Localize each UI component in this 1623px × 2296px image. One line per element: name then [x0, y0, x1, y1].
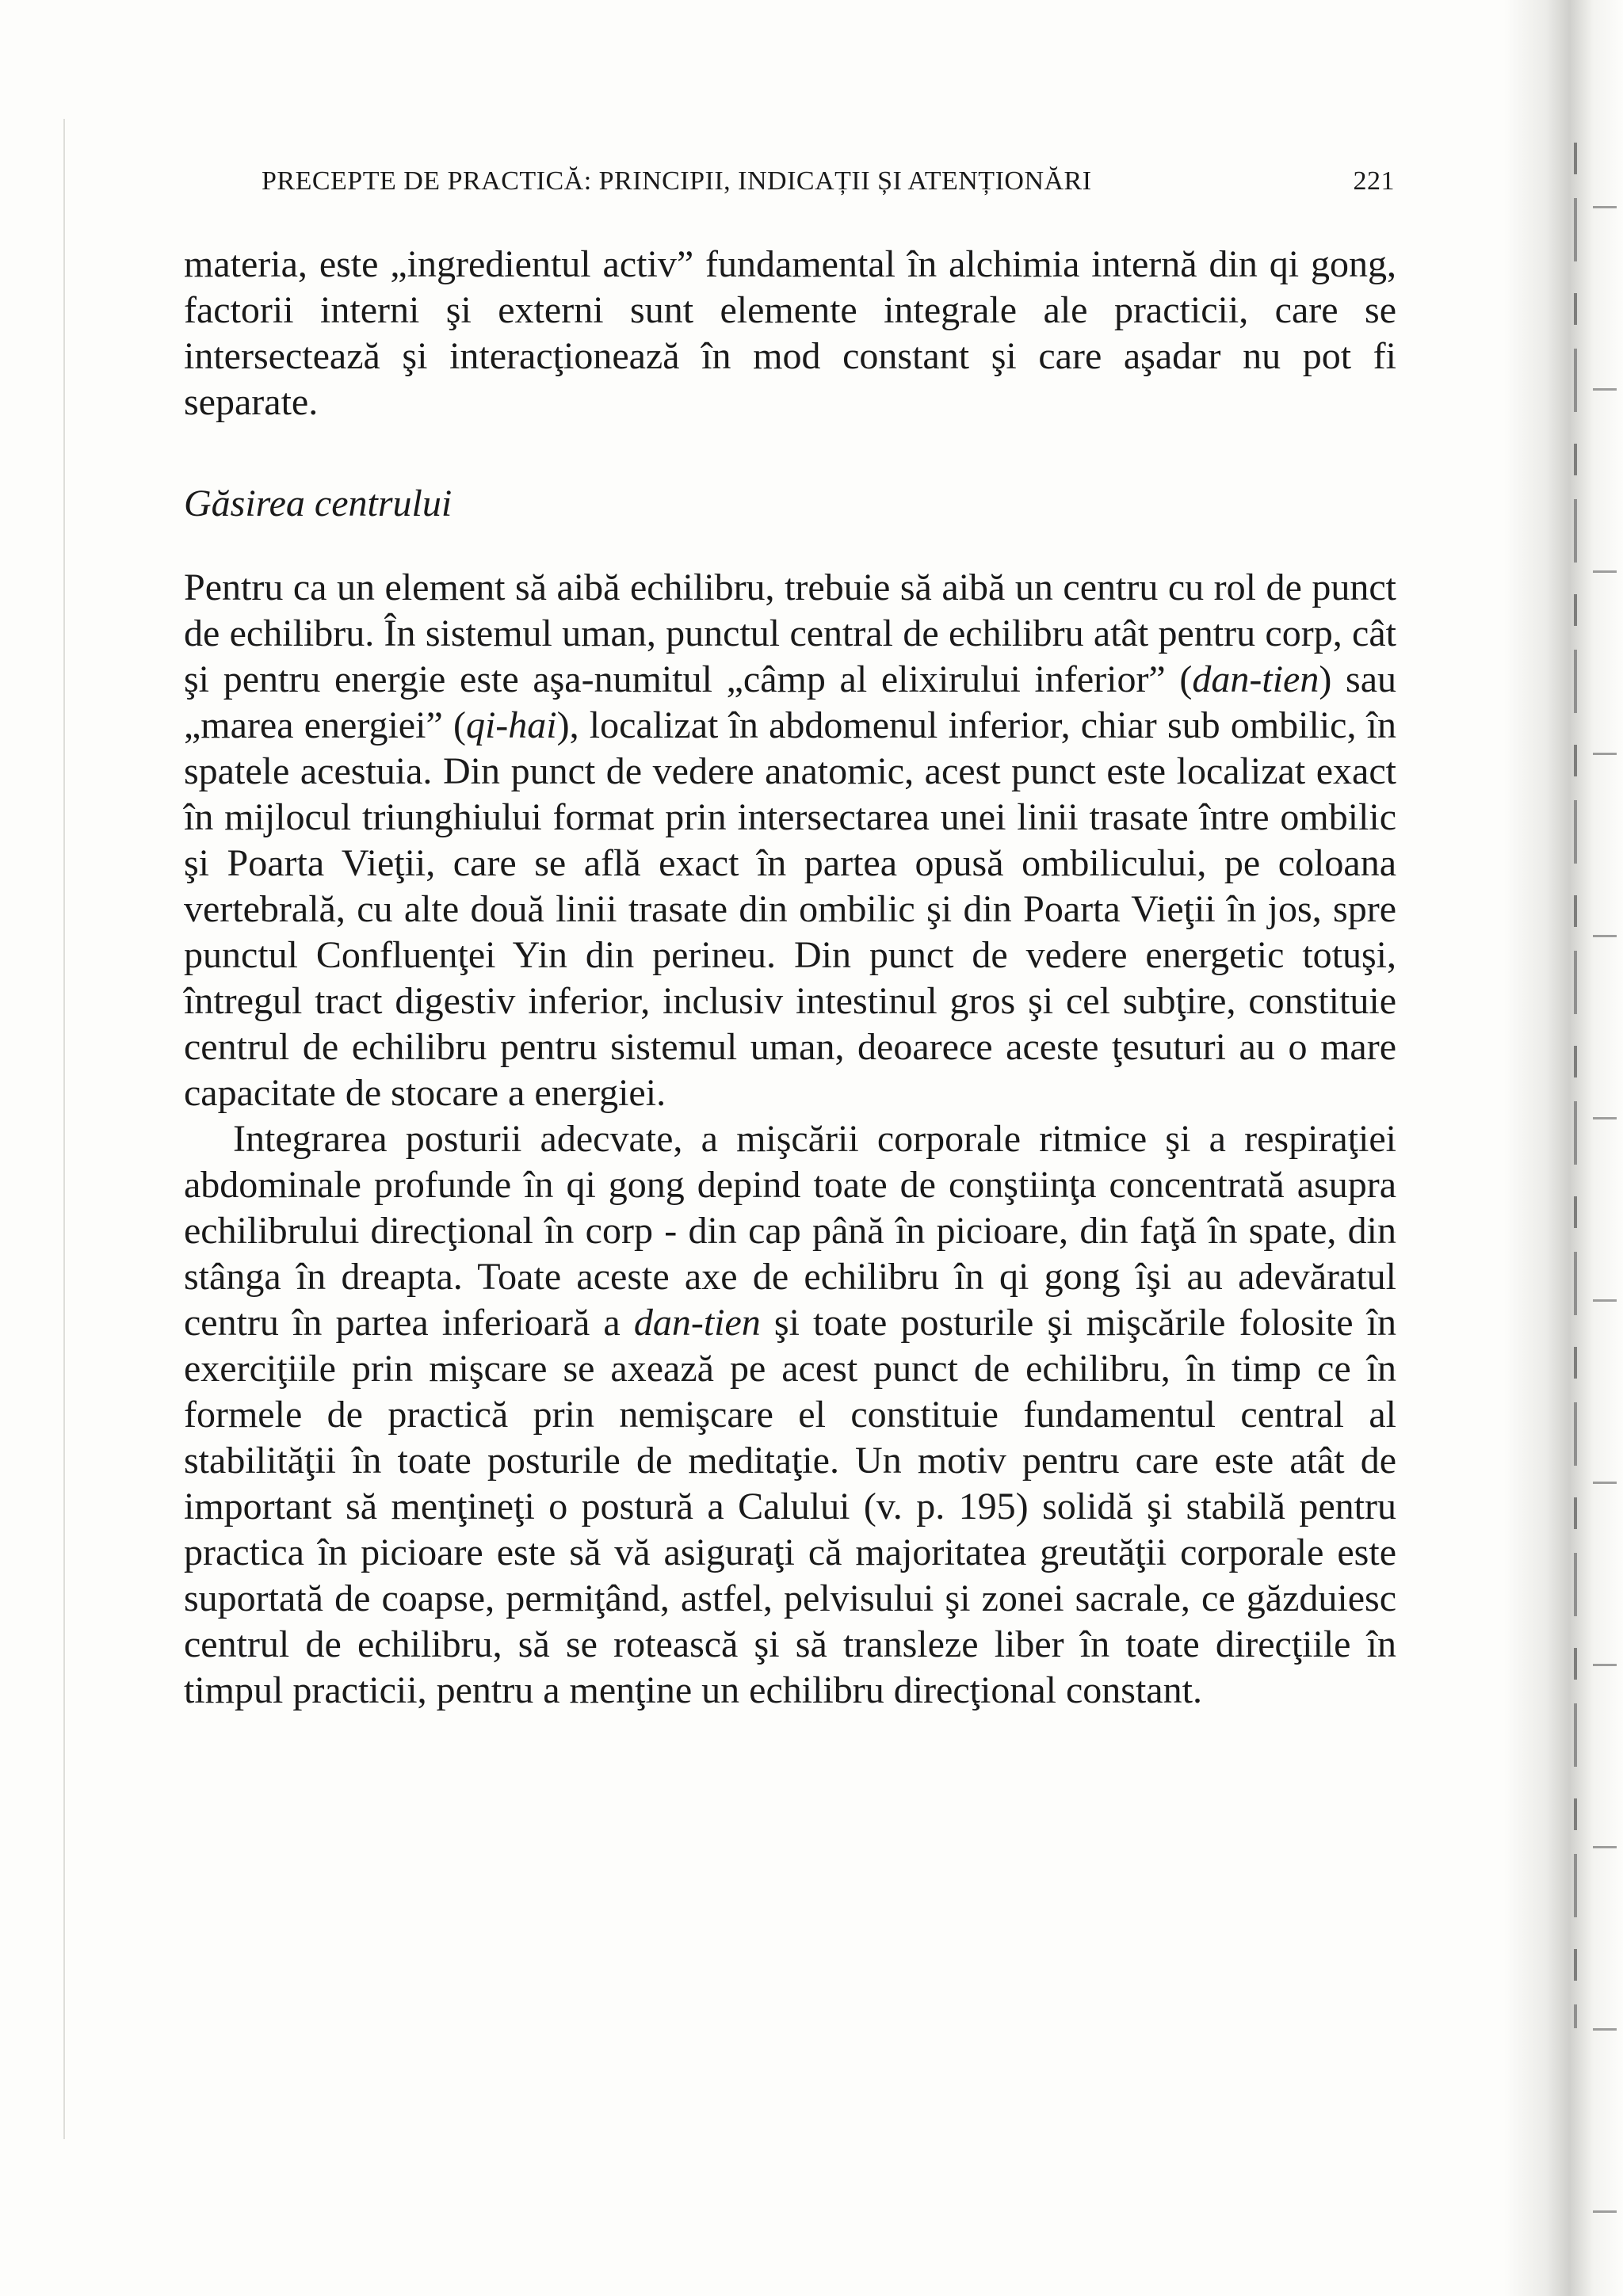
paragraph-center-definition [184, 565, 1396, 1116]
page-body [184, 242, 1396, 1714]
text-run: şi toate posturile şi mişcările folosite în exerciţiile prin mişcare se axează pe acest punct de echilibru, în timp ce în formele de practică prin nemişcare el constituie fundamentul central al stabilităţii în toate posturile de meditaţie. Un motiv pentru care este atât de important să menţineţi o postură a Calului (v. p. 195) solidă şi stabilă pentru practica în picioare este să vă asiguraţi că majoritatea greutăţii corporale este suportată de coapse, permiţând, astfel, pelvisului şi zonei sacrale, ce găzduiesc centrul de echilibru, să se rotească şi să transleze liber în toate direcţiile în timpul practicii, pentru a menţine un echilibru direcţional constant. [184, 1302, 1396, 1711]
text-run: Integrarea posturii adecvate, a mişcării corporale ritmice şi a respiraţiei abdominale profunde în qi gong depind toate de conştiinţa concentrată asupra echilibrului direcţional în corp - din cap până în picioare, din faţă în spate, din stânga în dreapta. Toate aceste axe de echilibru în qi gong îşi au adevăratul centru în partea inferioară a [184, 1118, 1396, 1344]
binding-stitch-line [1574, 143, 1577, 2028]
term-qi-hai: qi-hai [465, 704, 557, 746]
term-dan-tien: dan-tien [1192, 658, 1319, 700]
binding-shadow [1504, 0, 1623, 2296]
running-title: PRECEPTE DE PRACTICĂ: PRINCIPII, INDICAȚII ȘI ATENȚIONĂRI [262, 166, 1092, 196]
page-left-edge [63, 119, 65, 2139]
text-run: Pentru ca un element să aibă echilibru, trebuie să aibă un centru cu rol de punct de echilibru. În sistemul uman, punctul central de echilibru atât pentru corp, cât şi pentru energie este aşa-numitul „câmp al elixirului inferior” ( [184, 566, 1396, 700]
term-dan-tien: dan-tien [633, 1302, 761, 1344]
text-run: ), localizat în abdomenul inferior, chiar sub ombilic, în spatele acestuia. Din punct de vedere anatomic, acest punct este localizat exact în mijlocul triunghiului format prin intersectarea unei linii trasate între ombilic şi Poarta Vieţii, care se află exact în partea opusă ombilicului, pe coloana vertebrală, cu alte două linii trasate din ombilic şi din Poarta Vieţii în jos, spre punctul Confluenţei Yin din perineu. Din punct de vedere energetic totuşi, întregul tract digestiv inferior, inclusiv intestinul gros şi cel subţire, constituie centrul de echilibru pentru sistemul uman, deoarece aceste ţesuturi au o mare capacitate de stocare a energiei. [184, 704, 1397, 1114]
paragraph-balance-integration [184, 1116, 1396, 1714]
section-title: Găsirea centrului [184, 482, 453, 524]
page-number: 221 [1353, 166, 1395, 196]
paragraph-continued: materia, este „ingredientul activ” fundamental în alchimia internă din qi gong, factorii interni şi externi sunt elemente integrale ale practicii, care se intersectează şi interacţionează în mod constant şi care aşadar nu pot fi separate. [184, 243, 1396, 423]
running-header [262, 166, 1395, 196]
text-run: ) sau „marea energiei” ( [184, 658, 1397, 746]
binding-edge-marks [1593, 95, 1617, 2234]
